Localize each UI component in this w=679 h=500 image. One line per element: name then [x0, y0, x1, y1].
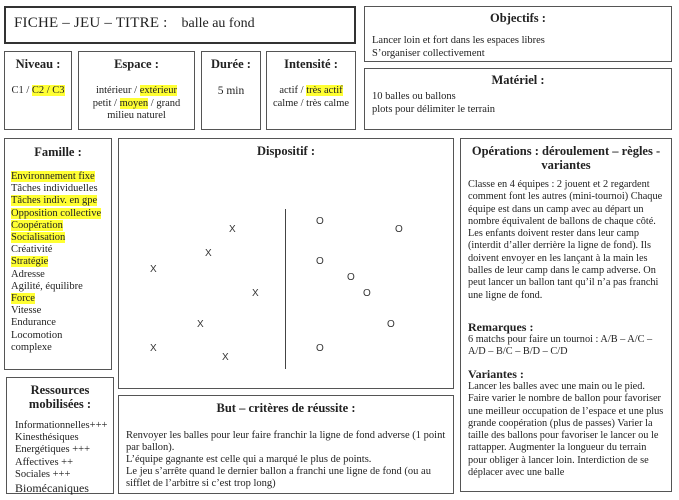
famille-item: Tâches individuelles	[11, 183, 98, 195]
separator: /	[23, 85, 32, 96]
famille-item: Stratégie	[11, 256, 49, 268]
center-line	[285, 209, 286, 369]
materiel-line: plots pour délimiter le terrain	[372, 103, 496, 115]
niveau-c2-c3: C2 / C3	[31, 85, 65, 96]
ressource-item: Affectives ++	[15, 456, 74, 468]
game-title: balle au fond	[181, 16, 255, 31]
player-o: O	[363, 288, 371, 299]
objectifs-heading: Objectifs :	[490, 11, 546, 25]
famille-item: Vitesse	[11, 305, 42, 317]
materiel-box	[364, 68, 672, 130]
ressource-item: Sociales +++	[15, 468, 71, 480]
player-o: O	[387, 319, 395, 330]
espace-moyen: moyen	[119, 97, 149, 109]
famille-item: Adresse	[11, 268, 45, 280]
objectif-line: Lancer loin et fort dans les espaces libres	[372, 35, 545, 46]
niveau-c1: C1	[11, 85, 24, 96]
player-x: X	[222, 352, 229, 363]
niveau-heading: Niveau :	[15, 57, 61, 71]
player-o: O	[347, 272, 355, 283]
player-o: O	[316, 343, 324, 354]
famille-item: Tâches indiv. en gpe	[11, 195, 98, 207]
ressource-item: Energétiques +++	[15, 444, 91, 456]
niveau-box	[4, 51, 72, 130]
but-heading: But – critères de réussite :	[216, 401, 356, 415]
ressource-item: Kinesthésiques	[15, 432, 79, 444]
famille-item: Créativité	[11, 244, 53, 256]
remarques-body: 6 matchs pour faire un tournoi : A/B – A/C – A/D – B/C – B/D – C/D	[468, 334, 653, 358]
player-x: X	[229, 224, 236, 235]
famille-item: Coopération	[11, 219, 63, 231]
operations-box	[460, 138, 672, 492]
player-x: X	[150, 264, 157, 275]
espace-exterieur: extérieur	[139, 85, 178, 96]
intensite-tres-actif: très actif	[306, 85, 343, 96]
famille-item: Environnement fixe	[11, 171, 95, 182]
variantes-body: Lancer les balles avec une main ou le pied. Faire varier le nombre de ballon pour favoriser une meilleur occupation de l’espace et une plus grande coopération (plus de passes) Varier la taille des ballons pour favoriser le lancer ou le rattapper. Augmenter la longueur du terrain pour obliger à lancer loin. Interdiction de se déplacer avec une balle	[468, 381, 664, 479]
espace-box: Espace : intérieur / extérieur petit / moyen / grand milieu naturel	[78, 51, 195, 130]
dispositif-heading: Dispositif :	[257, 144, 315, 158]
intensite-calme: calme / très calme	[272, 97, 350, 109]
player-o: O	[395, 224, 403, 235]
player-o: O	[316, 216, 324, 227]
objectifs-box	[364, 6, 672, 62]
but-box	[118, 395, 454, 494]
sheet-label: FICHE – JEU – TITRE :	[14, 15, 168, 31]
duree-heading: Durée :	[211, 57, 251, 71]
famille-item: Opposition collective	[11, 207, 102, 219]
intensite-heading: Intensité :	[284, 57, 338, 71]
famille-item: Force	[11, 293, 35, 305]
famille-item: Agilité, équilibre	[11, 280, 83, 292]
operations-heading-line1: Opérations : déroulement – règles -	[471, 144, 661, 158]
ressources-heading-line2: mobilisées :	[28, 397, 92, 411]
variantes-heading: Variantes :	[468, 367, 524, 381]
espace-petit: petit	[92, 97, 112, 109]
intensite-actif: actif	[279, 85, 299, 96]
espace-interieur: intérieur	[95, 85, 132, 96]
famille-item: complexe	[11, 341, 52, 353]
espace-grand: grand	[156, 97, 181, 109]
ressource-item: Biomécaniques	[15, 481, 89, 496]
player-o: O	[316, 256, 324, 267]
player-x: X	[205, 248, 212, 259]
espace-heading: Espace :	[114, 57, 159, 71]
ressources-heading	[7, 383, 113, 411]
player-x: X	[252, 288, 259, 299]
famille-item: Endurance	[11, 317, 56, 329]
but-line: Le jeu s’arrête quand le dernier ballon a franchi une ligne de fond (ou au sifflet de l’arbitre si c’est trop long)	[126, 466, 431, 489]
espace-milieu: milieu naturel	[107, 110, 166, 121]
materiel-heading: Matériel :	[491, 73, 545, 87]
famille-box	[4, 138, 112, 370]
dispositif-box	[118, 138, 454, 389]
ressource-item: Informationnelles+++	[15, 420, 108, 431]
duree-box	[201, 51, 261, 130]
ressources-box	[6, 377, 114, 494]
operations-heading	[461, 144, 671, 172]
objectif-line: S’organiser collectivement	[372, 47, 485, 59]
but-line: L’équipe gagnante est celle qui a marqué le plus de points.	[126, 454, 372, 465]
player-x: X	[150, 343, 157, 354]
title-box	[4, 6, 356, 44]
materiel-line: 10 balles ou ballons	[372, 91, 456, 102]
famille-item: Locomotion	[11, 329, 63, 341]
remarques-heading: Remarques :	[468, 320, 534, 334]
famille-item: Socialisation	[11, 232, 66, 244]
operations-body: Classe en 4 équipes : 2 jouent et 2 regardent comment font les autres (mini-tournoi) Chaque équipe est dans un camp avec au départ un nombre équivalent de ballons de chaque côté. Les enfants doivent rester dans leur camp (interdit d’aller derrière la ligne de fond). Ils doivent envoyer en les lançant à la main les balles de leur camp dans le camp adverse. On peut lancer un ballon tant qu’il n’a pas franchi une ligne de fond.	[468, 179, 663, 301]
famille-heading: Famille :	[34, 145, 82, 159]
separator: /	[131, 85, 140, 96]
intensite-box	[266, 51, 356, 130]
separator: /	[298, 85, 307, 96]
player-x: X	[197, 319, 204, 330]
duree-value: 5 min	[217, 85, 245, 97]
famille-list	[11, 171, 101, 354]
but-line: Renvoyer les balles pour leur faire franchir la ligne de fond adverse (1 point par ballon).	[126, 430, 446, 453]
operations-heading-line2: variantes	[541, 158, 591, 172]
ressources-heading-line1: Ressources	[30, 383, 90, 397]
ressources-list	[15, 420, 107, 495]
